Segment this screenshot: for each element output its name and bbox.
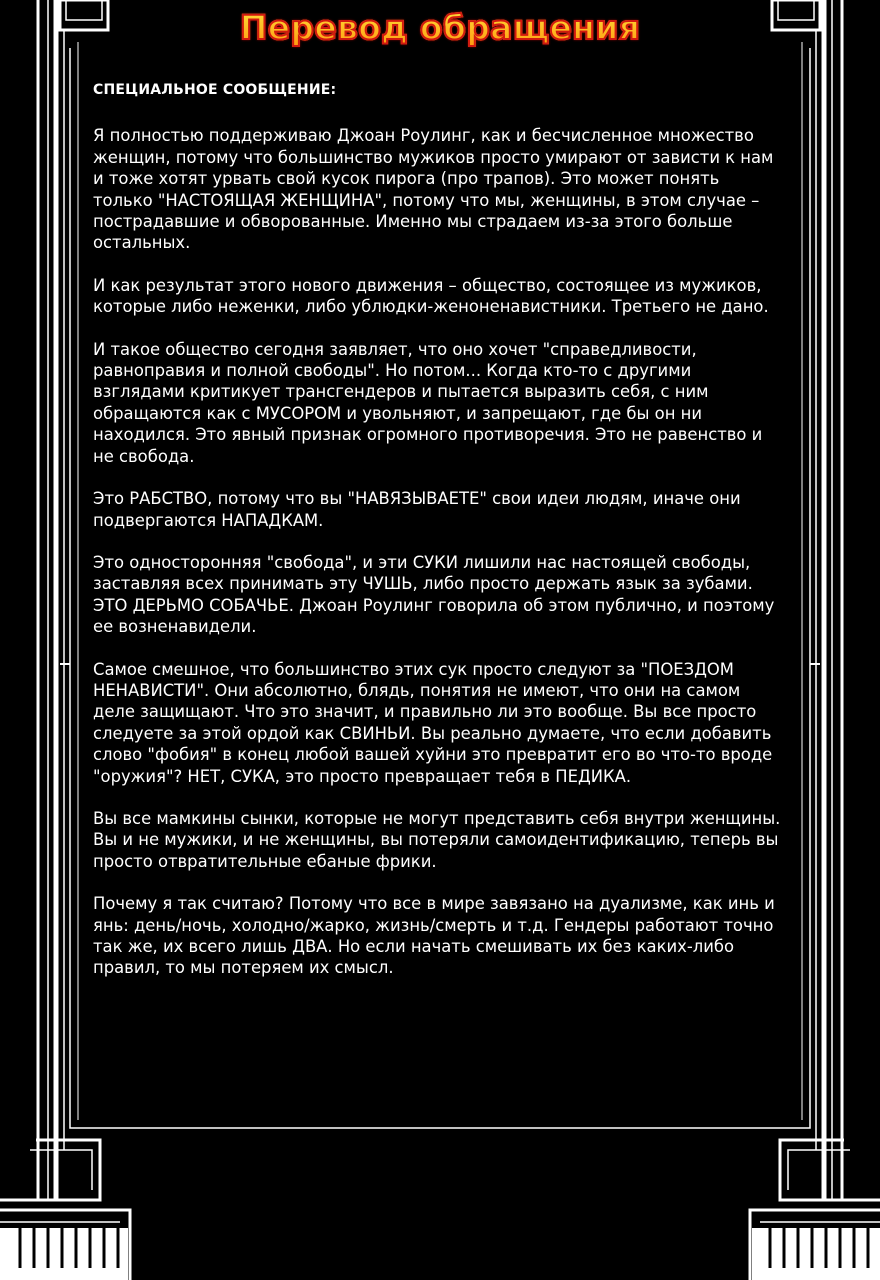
message-heading: СПЕЦИАЛЬНОЕ СООБЩЕНИЕ:: [93, 82, 337, 98]
paragraph: И такое общество сегодня заявляет, что оно хочет "справедливости, равноправия и полной свободы". Но потом... Когда кто-то с другими взглядами критикует трансгендеров и пытается выразить себя, с ним обращаются как с МУСОРОМ и увольняют, и запрещают, где бы он ни находился. Это явный признак огромного противоречия. Это не равенство и не свобода.: [93, 339, 763, 466]
paragraph: Это односторонняя "свобода", и эти СУКИ лишили нас настоящей свободы, заставляя всех принимать эту ЧУШЬ, либо просто держать язык за зубами. ЭТО ДЕРЬМО СОБАЧЬЕ. Джоан Роулинг говорила об этом публично, и поэтому ее возненавидели.: [93, 552, 775, 637]
paragraph: Вы все мамкины сынки, которые не могут представить себя внутри женщины. Вы и не мужики, и не женщины, вы потеряли самоидентификацию, теперь вы просто отвратительные ебаные фрики.: [93, 808, 781, 871]
paragraph: Я полностью поддерживаю Джоан Роулинг, как и бесчисленное множество женщин, потому что большинство мужиков просто умирают от зависти к нам и тоже хотят урвать свой кусок пирога (про трапов). Это может понять только "НАСТОЯЩАЯ ЖЕНЩИНА", потому что мы, женщины, в этом случае – пострадавшие и обворованные. Именно мы страдаем из-за этого больше остальных.: [93, 126, 774, 253]
paragraph: Самое смешное, что большинство этих сук просто следуют за "ПОЕЗДОМ НЕНАВИСТИ". Они абсолютно, блядь, понятия не имеют, что они на самом деле защищают. Что это значит, и правильно ли это вообще. Вы все просто следуете за этой ордой как СВИНЬИ. Вы реально думаете, что если добавить слово "фобия" в конец любой вашей хуйни это превратит его во что-то вроде "оружия"? НЕТ, СУКА, это просто превращает тебя в ПЕДИКА.: [93, 659, 773, 786]
paragraph: И как результат этого нового движения – общество, состоящее из мужиков, которые либо неженки, либо ублюдки-женоненавистники. Третьего не дано.: [93, 275, 769, 317]
paragraph: Почему я так считаю? Потому что все в мире завязано на дуализме, как инь и янь: день/ночь, холодно/жарко, жизнь/смерть и т.д. Гендеры работают точно так же, их всего лишь ДВА. Но если начать смешивать их без каких-либо правил, то мы потеряем их смысл.: [93, 894, 775, 978]
message-body: [93, 80, 783, 1000]
page-title: Перевод обращения: [0, 8, 880, 47]
paragraph: Это РАБСТВО, потому что вы "НАВЯЗЫВАЕТЕ" свои идеи людям, иначе они подвергаются НАПАДКАМ.: [93, 489, 741, 530]
